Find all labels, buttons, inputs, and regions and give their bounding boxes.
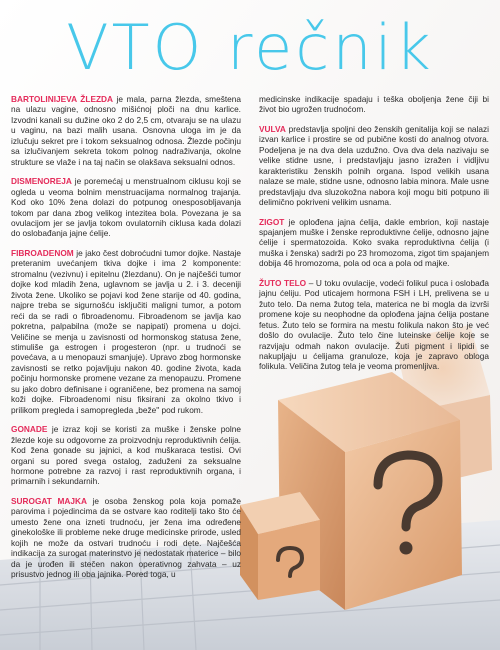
entry-term: FIBROADENOM: [11, 247, 74, 258]
entry-gonade: [11, 424, 241, 487]
entry-text: je poremećaj u menstrualnom ciklusu koji se ogleda u veoma bolnim menstruacijama normalnog trajanja. Kod oko 10% žena dolazi do potpunog onesposobljavanja tokom par dana zbog velikog intezitea bola. Povezana je sa ovulacijom jer se javlja tokom ovulatornih ciklusa kada dolazi do oslobađanja jajne ćelije.: [11, 176, 241, 239]
entry-text: – U toku ovulacije, vodeći folikul puca i oslobađa jajnu ćeliju. Pod uticajem hormona FSH i LH, prelivena se u žuto telo. Da nema žutog tela, materica ne bi mogla da izvrši promene koje su neophodne da oplođena jajna ćelija postane fetus. Žuto telo se formira na mestu folikula nakon što je već došlo do ovulacije. Žuto telo čine luteinske ćelije koje se razvijaju odmah nakon ovulacije. Žuti pigment i lipidi se nakupljaju u ćelijama granuloze, koja je zapravo obloga folikula. Veličina žutog tela je veoma promenljiva.: [259, 277, 489, 372]
entry-term: SUROGAT MAJKA: [11, 495, 87, 506]
entry-text: je mala, parna žlezda, smeštena na ulazu vagine, odnosno mišićnoj ploči na dnu karlice. Izvodni kanali su dužine oko 2 do 2,5 cm, otvaraju se na ulazu u vaginu, na bazi malih usana. Osnovna uloga im je da izlučuju sekret pre i tokom seksualnog odnosa. Žlezde počinju sa izlučivanjem sekreta tokom polnog nadraživanja, okolne strukture se vlaže i na taj način se olakšava seksualni odnos.: [11, 94, 241, 167]
entry-surogat-majka-continued: [259, 94, 489, 115]
entry-text: je izraz koji se koristi za muške i ženske polne žlezde koje su odgovorne za proizvodnju reproduktivnih ćelija. Kod žena gonade su jajnici, a kod muškaraca testisi. Ovi organi su pored svega ostalog, zaduženi za seksualne hormone potrebne za razvoj i rast reproduktivnih organa, i primarnih i sekundarnih.: [11, 424, 241, 487]
entry-text: je jako čest dobroćudni tumor dojke. Nastaje preteranim uvećanjem tkiva dojke i ima 2 komponente: stromalnu (vezivnu) i epitelnu (žlezdanu). On je najčešći tumor dojke kod mladih žena, uglavnom se javlja u 2. i 3. deceniji života žene. Ukoliko se pojavi kod žene starije od 40. godina, najpre treba se sigurnošću isključiti maligni tumor, a potom reći da se radi o fibroadenomu. Fibroadenom se javlja kao pokretna, palpabilna (može se napipati) promena u dojci. Veličine se menja u zavisnosti od hormonskog statusa žene, stimuliše ga estrogen i progesteron (npr. u trudnoći se povećava, a u menopauzi smanjuje). Upravo zbog hormonske zavisnosti se retko pojavljuju nakon 40. godine života, kada počinju hormonske promene vezane za menopauzu. Promene su jako dobro definisane i ograničene, bez promena na samoj koži dojke. Fibroadenomi nisu fiksirani za okolno tkivo i prilikom pregleda i samopregleda „beže" pod rukom.: [11, 247, 241, 415]
entry-text: je oplođena jajna ćelija, dakle embrion, koji nastaje spajanjem muške i ženske reproduktivne ćelije, odnosno jajne ćelije i spermatozoida. Koko svaka reproduktivna ćelija (i muška i ženska) sadrži po 23 hromozoma, zigot tim spajanjem dobija 46 hromozoma, pola od oca a pola od majke.: [259, 216, 489, 269]
question-dot-icon: [400, 542, 413, 555]
left-column: [11, 94, 241, 588]
entry-surogat-majka: [11, 496, 241, 580]
entry-zuto-telo: [259, 278, 489, 372]
entry-fibroadenom: [11, 248, 241, 415]
entry-term: VULVA: [259, 123, 286, 134]
entry-text: je osoba ženskog pola koja pomaže parovima i pojedincima da se ostvare kao roditelji tako što će umesto žene ona izneti trudnoću, jer žena ima određene ginekološke ili probleme neke druge medicinske prirode, usled kojih ne može da ostvari trudnoću i rodi dete. Najčešća indikacija za surogat materinstvo je nedostatak materice – bilo da je urođen ili stečen nakon operativnog zahvata – uz prisustvo jednog ili oba jajnika. Pored toga, u: [11, 495, 241, 580]
entry-text: medicinske indikacije spadaju i teška oboljenja žene čiji bi život bio ugrožen trudnoćom.: [259, 94, 489, 115]
entry-term: GONADE: [11, 424, 48, 435]
right-column: [259, 94, 489, 381]
entry-dismenoreja: [11, 176, 241, 239]
entry-term: ŽUTO TELO: [259, 277, 307, 288]
entry-text: predstavlja spoljni deo ženskih genitalija koji se nalazi izvan karlice i prostire se od pubične kosti do analnog otvora. Podeljena je na dva dela uzdužno. Ova dva dela nazivaju se velike stidne usne, i predstavljaju jasno izražen i vidljivu karakteristiku ženskih polnih organa. Ispod velikih usana nalaze se male, stidne usne, odnosno labia minora. Male usne predstavljaju dva sluzokožna nabora koji mogu biti potpuno ili delimično pokriveni velikim usnama.: [259, 123, 489, 208]
entry-term: ZIGOT: [259, 216, 285, 227]
entry-bartolinijeva-zlezda: [11, 94, 241, 167]
entry-zigot: [259, 217, 489, 269]
entry-term: DISMENOREJA: [11, 176, 72, 187]
entry-vulva: [259, 124, 489, 208]
page-title: VTO rečnik: [66, 11, 434, 84]
entry-term: BARTOLINIJEVA ŽLEZDA: [11, 94, 114, 104]
second-die: [240, 492, 320, 600]
